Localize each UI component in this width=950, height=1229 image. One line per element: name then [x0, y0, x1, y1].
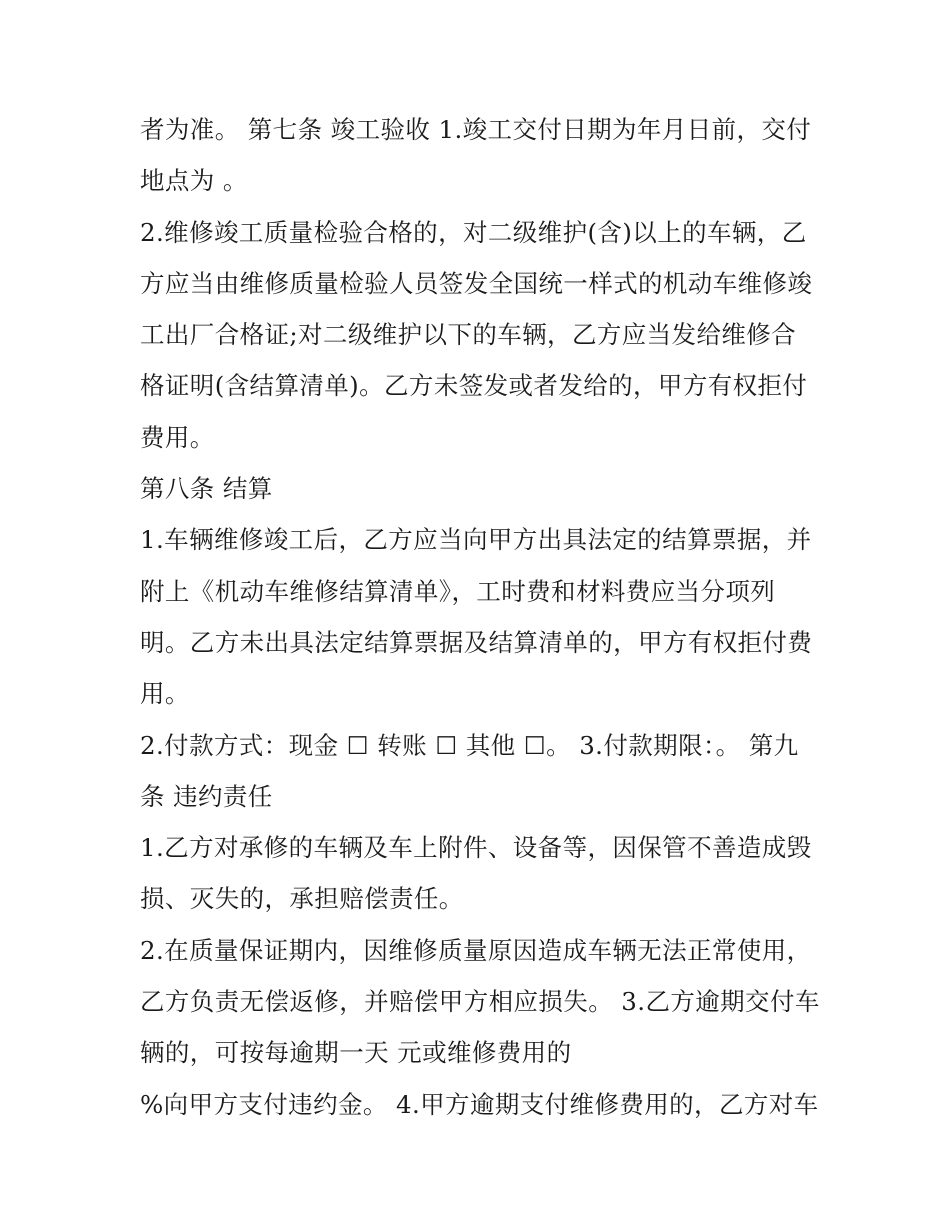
text-line: 乙方负责无偿返修，并赔偿甲方相应损失。 3.乙方逾期交付车	[140, 987, 820, 1017]
text-line: 1.车辆维修竣工后，乙方应当向甲方出具法定的结算票据，并	[140, 525, 812, 555]
text-line: 者为准。 第七条 竣工验收 1.竣工交付日期为年月日前，交付	[140, 115, 812, 144]
text-line: 方应当由维修质量检验人员签发全国统一样式的机动车维修竣	[140, 268, 813, 298]
text-line: 工出厂合格证;对二级维护以下的车辆，乙方应当发给维修合	[140, 320, 797, 350]
text-line: 损、灭失的，承担赔偿责任。	[140, 884, 464, 914]
text-line: 辆的，可按每逾期一天 元或维修费用的	[140, 1038, 572, 1068]
text-line: 明。乙方未出具法定结算票据及结算清单的，甲方有权拒付费	[140, 627, 813, 657]
text-line: 费用。	[140, 422, 215, 452]
text-line: %向甲方支付违约金。 4.甲方逾期支付维修费用的，乙方对车	[140, 1089, 819, 1119]
text-line: 2.维修竣工质量检验合格的，对二级维护(含)以上的车辆，乙	[140, 217, 807, 247]
text-line: 条 违约责任	[140, 781, 273, 811]
text-line: 1.乙方对承修的车辆及车上附件、设备等，因保管不善造成毁	[140, 833, 812, 863]
text-line: 2.在质量保证期内，因维修质量原因造成车辆无法正常使用，	[140, 935, 812, 965]
text-line: 地点为 。	[140, 166, 248, 196]
contract-text	[140, 104, 830, 1130]
text-line: 附上《机动车维修结算清单》，工时费和材料费应当分项列	[140, 576, 776, 606]
text-line: 2.付款方式：现金 ☐ 转账 ☐ 其他 ☐。 3.付款期限：。 第九	[140, 730, 799, 760]
section-heading: 第八条 结算	[140, 474, 273, 504]
text-line: 用。	[140, 679, 190, 709]
text-line: 格证明(含结算清单)。乙方未签发或者发给的，甲方有权拒付	[140, 371, 808, 401]
